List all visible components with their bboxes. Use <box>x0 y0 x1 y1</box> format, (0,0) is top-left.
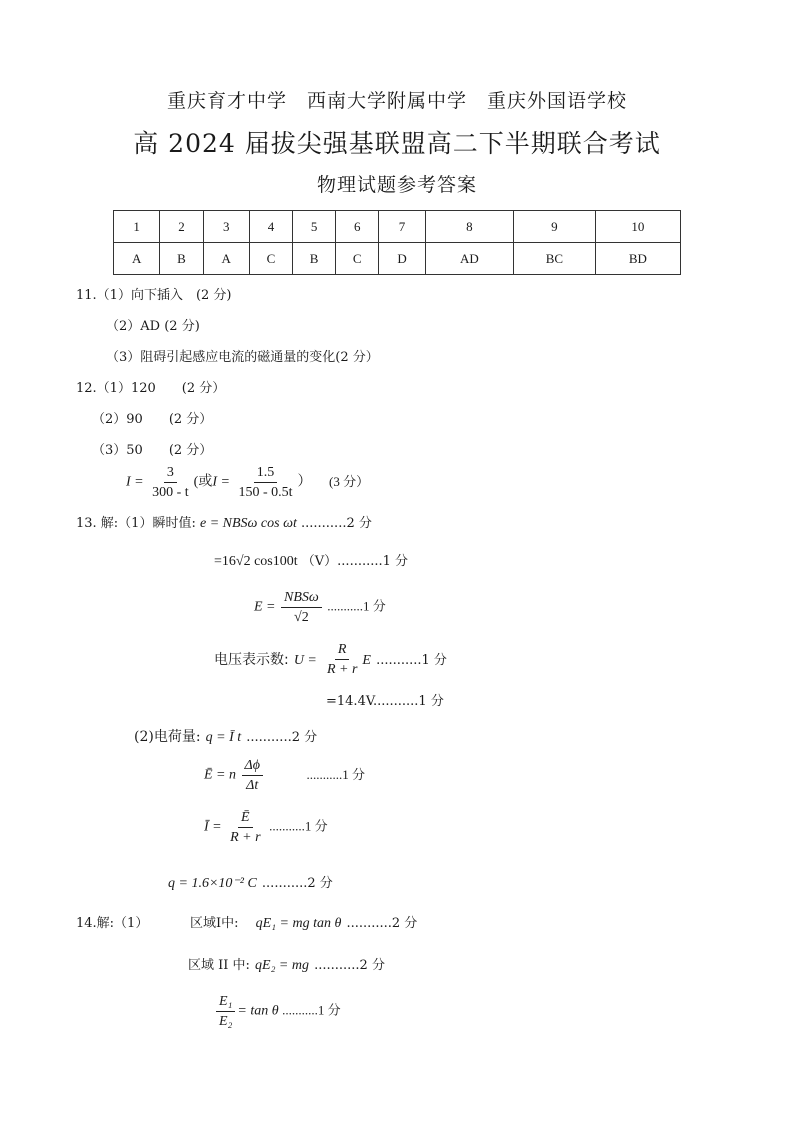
table-cell: 5 <box>293 211 336 243</box>
charge-label: (2)电荷量: <box>134 729 201 745</box>
table-cell: 8 <box>425 211 513 243</box>
q13-heading <box>76 512 372 532</box>
ratio-rhs: = tan θ <box>237 1003 279 1019</box>
formula-lhs: I = <box>126 474 144 490</box>
region-1-label: 区域I中: <box>190 916 239 931</box>
fraction-denominator: R + r <box>230 830 261 845</box>
fraction <box>324 640 360 679</box>
table-cell: 2 <box>160 211 203 243</box>
q13-effective-emf <box>254 588 386 627</box>
table-cell: A <box>203 243 249 275</box>
q13-average-current <box>204 808 328 847</box>
table-cell: 6 <box>336 211 379 243</box>
charge-value-equation: q = 1.6×10⁻² C <box>168 876 257 891</box>
q12-formula <box>126 463 369 502</box>
fraction <box>227 808 263 847</box>
fraction <box>235 463 295 502</box>
instantaneous-emf-equation: e = NBSω cos ωt <box>199 516 297 531</box>
table-cell: B <box>160 243 203 275</box>
charge-equation: q = Ī t <box>205 730 242 745</box>
score-note: ...........1 分 <box>306 766 365 782</box>
fraction-numerator: 3 <box>164 463 177 483</box>
fraction <box>242 756 263 795</box>
q13-label: 13. 解:（1）瞬时值: <box>76 516 196 531</box>
q14-region-1 <box>190 912 417 932</box>
table-cell: BD <box>595 243 680 275</box>
q12-line-1: 12.（1）120 (2 分） <box>76 381 226 396</box>
alt-close: ） <box>297 474 312 490</box>
table-cell: 1 <box>114 211 160 243</box>
fraction <box>281 588 322 627</box>
score-note: ...........1 分 <box>282 1002 341 1018</box>
fraction-denominator: Δt <box>246 778 259 793</box>
region-1-equation: qE₁ = mg tan θ <box>255 916 342 931</box>
q13-voltage-value: =14.4V...........1 分 <box>326 694 444 709</box>
q13-voltmeter <box>214 640 447 679</box>
table-cell: AD <box>425 243 513 275</box>
formula-lhs: Ī = <box>204 819 222 835</box>
alt-open: (或 <box>193 474 213 490</box>
fraction-numerator: E₁ <box>216 992 235 1012</box>
score-note: （V）...........1 分 <box>301 554 409 569</box>
score-note: ...........2 分 <box>314 958 385 973</box>
score-note: ...........2 分 <box>346 916 418 931</box>
table-cell: 3 <box>203 211 249 243</box>
formula-tail: E <box>362 653 371 668</box>
fraction-numerator: Δϕ <box>242 756 263 776</box>
fraction-numerator: NBSω <box>281 588 322 608</box>
table-cell: 9 <box>513 211 595 243</box>
score-note: ...........2 分 <box>301 516 372 531</box>
table-cell: D <box>379 243 425 275</box>
fraction-denominator: R + r <box>326 662 358 677</box>
table-cell: C <box>249 243 292 275</box>
table-cell: 7 <box>379 211 425 243</box>
fraction-denominator: 150 - 0.5t <box>238 485 293 500</box>
score-note: (3 分） <box>329 473 370 489</box>
q11-line-2: （2）AD (2 分) <box>106 319 200 334</box>
school-names: 重庆育才中学 西南大学附属中学 重庆外国语学校 <box>166 90 627 112</box>
q13-emf-value <box>214 550 408 570</box>
emf-value-equation: =16√2 cos100t <box>214 554 298 569</box>
table-cell: A <box>114 243 160 275</box>
score-note: ...........1 分 <box>376 653 447 668</box>
q14-field-ratio <box>214 992 341 1031</box>
q14-label: 14.解:（1） <box>76 916 149 931</box>
table-cell: C <box>336 243 379 275</box>
q12-line-3: （3）50 (2 分） <box>92 443 213 458</box>
score-note: ...........1 分 <box>327 598 386 614</box>
fraction-denominator: √2 <box>294 610 309 625</box>
voltmeter-label: 电压表示数: <box>214 652 289 668</box>
fraction-numerator: R <box>335 640 350 660</box>
formula-lhs: U = <box>293 653 317 668</box>
multiple-choice-answer-table <box>113 210 681 275</box>
q13-charge-value <box>168 872 333 892</box>
table-cell: B <box>293 243 336 275</box>
formula-lhs: Ē = n <box>204 767 236 783</box>
q14-region-2 <box>188 954 385 974</box>
formula-lhs-2: I = <box>212 474 230 490</box>
score-note: ...........2 分 <box>246 730 318 745</box>
q12-line-2: （2）90 (2 分） <box>92 412 213 427</box>
q13-charge <box>134 726 317 746</box>
fraction-numerator: Ē <box>238 808 253 828</box>
q11-line-1: 11.（1）向下插入 (2 分) <box>76 288 232 303</box>
fraction-denominator: 300 - t <box>152 485 189 500</box>
score-note: ...........2 分 <box>261 876 333 891</box>
score-note: ...........1 分 <box>269 818 328 834</box>
table-cell: 10 <box>595 211 680 243</box>
exam-title: 高 2024 届拔尖强基联盟高二下半期联合考试 <box>133 129 661 158</box>
formula-lhs: E = <box>254 599 276 615</box>
table-cell: 4 <box>249 211 292 243</box>
region-2-equation: qE₂ = mg <box>255 958 309 973</box>
table-cell: BC <box>513 243 595 275</box>
q13-average-emf <box>204 756 365 795</box>
question-number-row <box>114 211 681 243</box>
exam-subtitle: 物理试题参考答案 <box>316 174 477 196</box>
fraction <box>216 992 235 1031</box>
region-2-label: 区域 II 中: <box>188 958 250 973</box>
fraction-denominator: E₂ <box>219 1014 233 1029</box>
q11-line-3: （3）阻碍引起感应电流的磁通量的变化(2 分） <box>106 350 379 365</box>
answer-row <box>114 243 681 275</box>
fraction <box>149 463 192 502</box>
fraction-numerator: 1.5 <box>254 463 278 483</box>
